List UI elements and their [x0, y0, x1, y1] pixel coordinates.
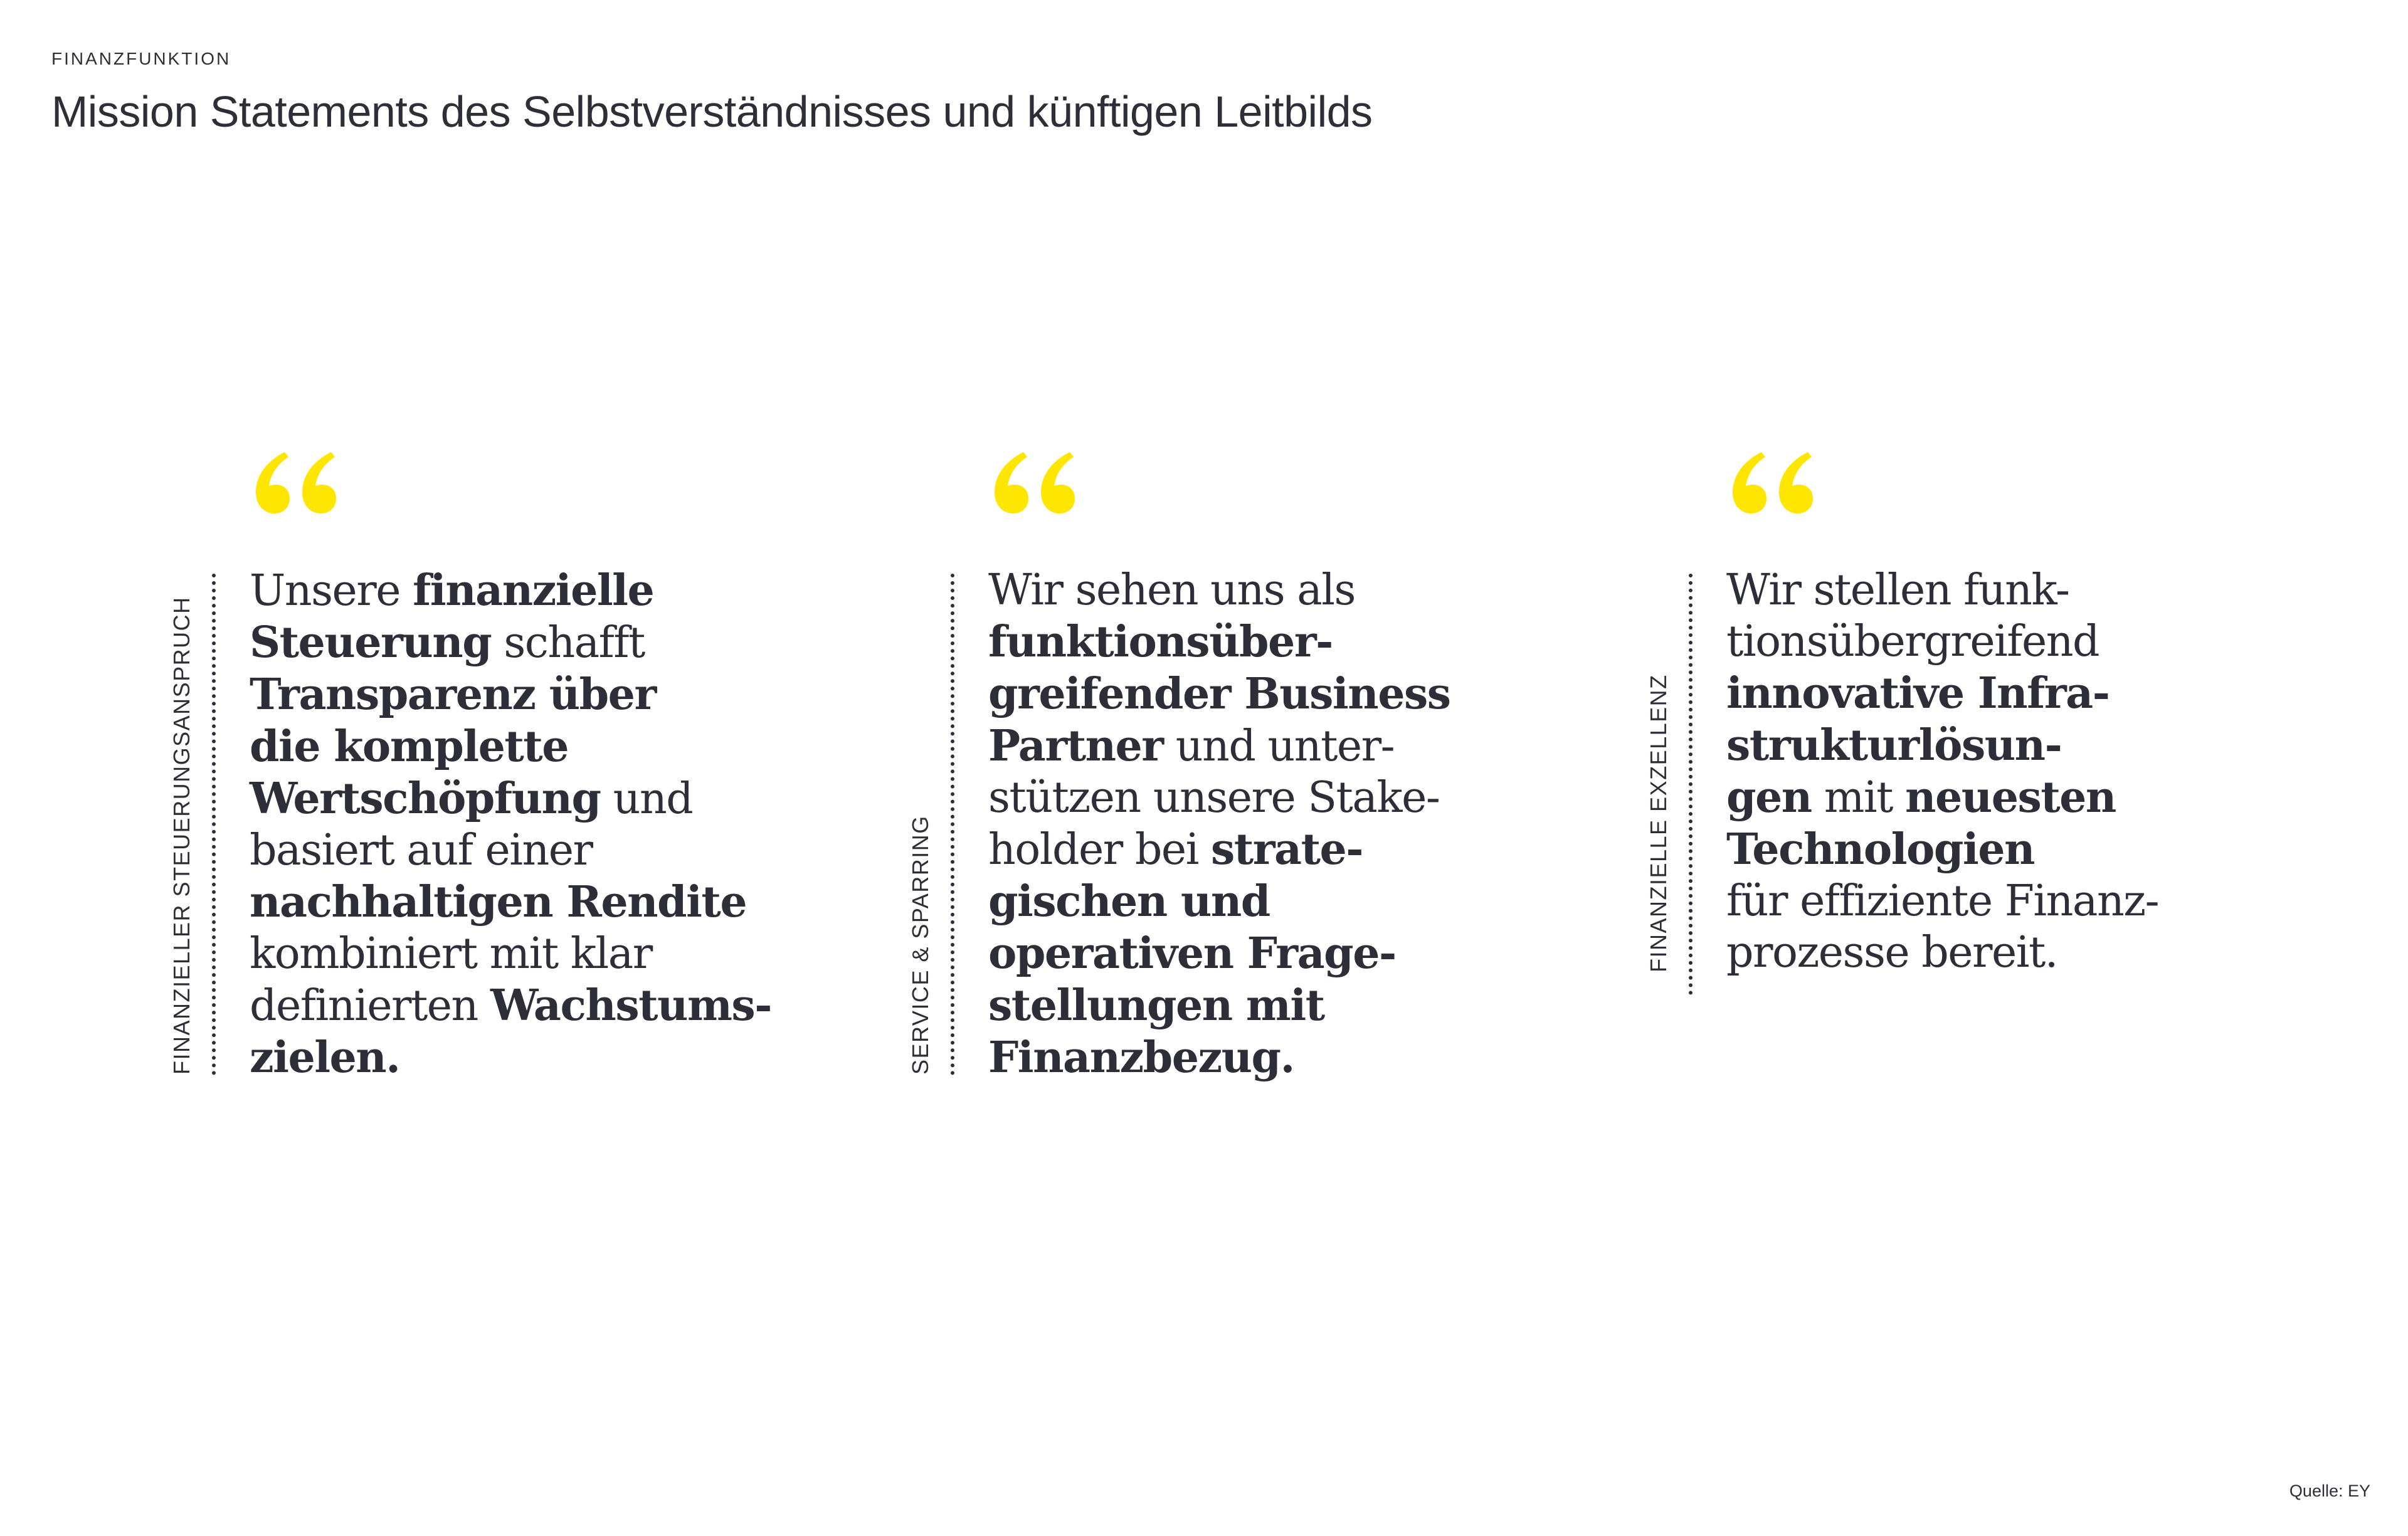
statement-line: [1726, 824, 2203, 876]
emphasis-text: neuesten: [1905, 772, 2116, 823]
emphasis-text: Wertschöpfung: [250, 774, 601, 824]
emphasis-text: gen: [1726, 772, 1812, 823]
statement-line: [250, 773, 726, 825]
statement-line: [1726, 927, 2203, 979]
emphasis-text: Finanzbezug.: [988, 1033, 1294, 1083]
statement-line: [1726, 565, 2203, 616]
statement-line: [250, 928, 726, 980]
statement-text: [1726, 565, 2203, 979]
side-label: [157, 448, 194, 1097]
quotation-mark-icon: [1724, 448, 1824, 523]
body-text: für effiziente Finanz-: [1726, 876, 2159, 926]
body-text: mit: [1811, 773, 1906, 823]
body-text: tionsübergreifend: [1726, 617, 2099, 666]
body-text: stützen unsere Stake-: [988, 773, 1440, 823]
body-text: Unsere: [250, 566, 413, 616]
emphasis-text: Partner: [988, 721, 1163, 771]
body-text: prozesse bereit.: [1726, 928, 2057, 977]
statement-line: [988, 616, 1465, 668]
kicker: FINANZFUNKTION: [51, 49, 231, 68]
dotted-divider: [1689, 574, 1696, 995]
emphasis-text: zielen.: [250, 1033, 400, 1083]
dotted-divider: [951, 574, 958, 1075]
body-text: kombiniert mit klar: [250, 929, 652, 979]
source-note: Quelle: EY: [2289, 1481, 2370, 1500]
body-text: basiert auf einer: [250, 826, 593, 875]
statement-line: [988, 876, 1465, 928]
emphasis-text: Technologien: [1726, 824, 2034, 875]
emphasis-text: Wachstums-: [490, 981, 771, 1031]
body-text: Wir sehen uns als: [988, 565, 1355, 615]
statement-line: [988, 1032, 1465, 1084]
emphasis-text: finanzielle: [413, 565, 654, 616]
statement-line: [250, 617, 726, 669]
statement-line: [1726, 668, 2203, 720]
statement-line: [1726, 772, 2203, 824]
body-text: schafft: [491, 618, 645, 668]
side-label: [1634, 448, 1671, 995]
statement-line: [988, 668, 1465, 720]
statement-line: [988, 928, 1465, 980]
body-text: definierten: [250, 981, 490, 1031]
emphasis-text: funktionsüber-: [988, 617, 1333, 667]
statement-line: [1726, 876, 2203, 927]
side-label-text: FINANZIELLE EXZELLENZ: [1645, 674, 1671, 972]
quotation-mark-icon: [986, 448, 1086, 523]
statement-line: [988, 980, 1465, 1032]
statement-line: [988, 824, 1465, 876]
statement-line: [250, 1032, 726, 1084]
side-label-text: FINANZIELLER STEUERUNGSANSPRUCH: [169, 596, 194, 1075]
statement-line: [1726, 720, 2203, 772]
emphasis-text: Steuerung: [250, 618, 492, 668]
emphasis-text: stellungen mit: [988, 981, 1324, 1031]
emphasis-text: die komplette: [250, 722, 568, 772]
quotation-mark-icon: [247, 448, 347, 523]
body-text: und: [600, 774, 693, 824]
statement-line: [250, 669, 726, 721]
body-text: und unter-: [1163, 722, 1395, 771]
dotted-divider: [212, 574, 219, 1075]
statement-text: [250, 565, 771, 1084]
body-text: holder bei: [988, 825, 1212, 875]
page-title: Mission Statements des Selbstverständnisses und künftigen Leitbilds: [51, 87, 1373, 136]
side-label: [895, 448, 933, 1097]
statement-line: [250, 565, 726, 617]
statement-line: [250, 721, 726, 773]
emphasis-text: strate-: [1211, 824, 1363, 875]
emphasis-text: operativen Frage-: [988, 928, 1396, 979]
emphasis-text: nachhaltigen Rendite: [250, 877, 747, 927]
emphasis-text: gischen und: [988, 876, 1270, 927]
side-label-text: SERVICE & SPARRING: [907, 815, 933, 1075]
statement-line: [250, 876, 747, 928]
statement-line: [250, 825, 726, 876]
emphasis-text: strukturlösun-: [1726, 720, 2062, 771]
statement-line: [988, 772, 1465, 824]
emphasis-text: greifender Business: [988, 669, 1450, 719]
emphasis-text: Transparenz über: [250, 670, 656, 720]
statement-text: [988, 565, 1465, 1084]
body-text: Wir stellen funk-: [1726, 565, 2069, 615]
statement-line: [988, 720, 1465, 772]
emphasis-text: innovative Infra-: [1726, 668, 2110, 718]
statement-line: [988, 565, 1465, 616]
statement-line: [1726, 616, 2203, 668]
statement-line: [250, 980, 771, 1032]
